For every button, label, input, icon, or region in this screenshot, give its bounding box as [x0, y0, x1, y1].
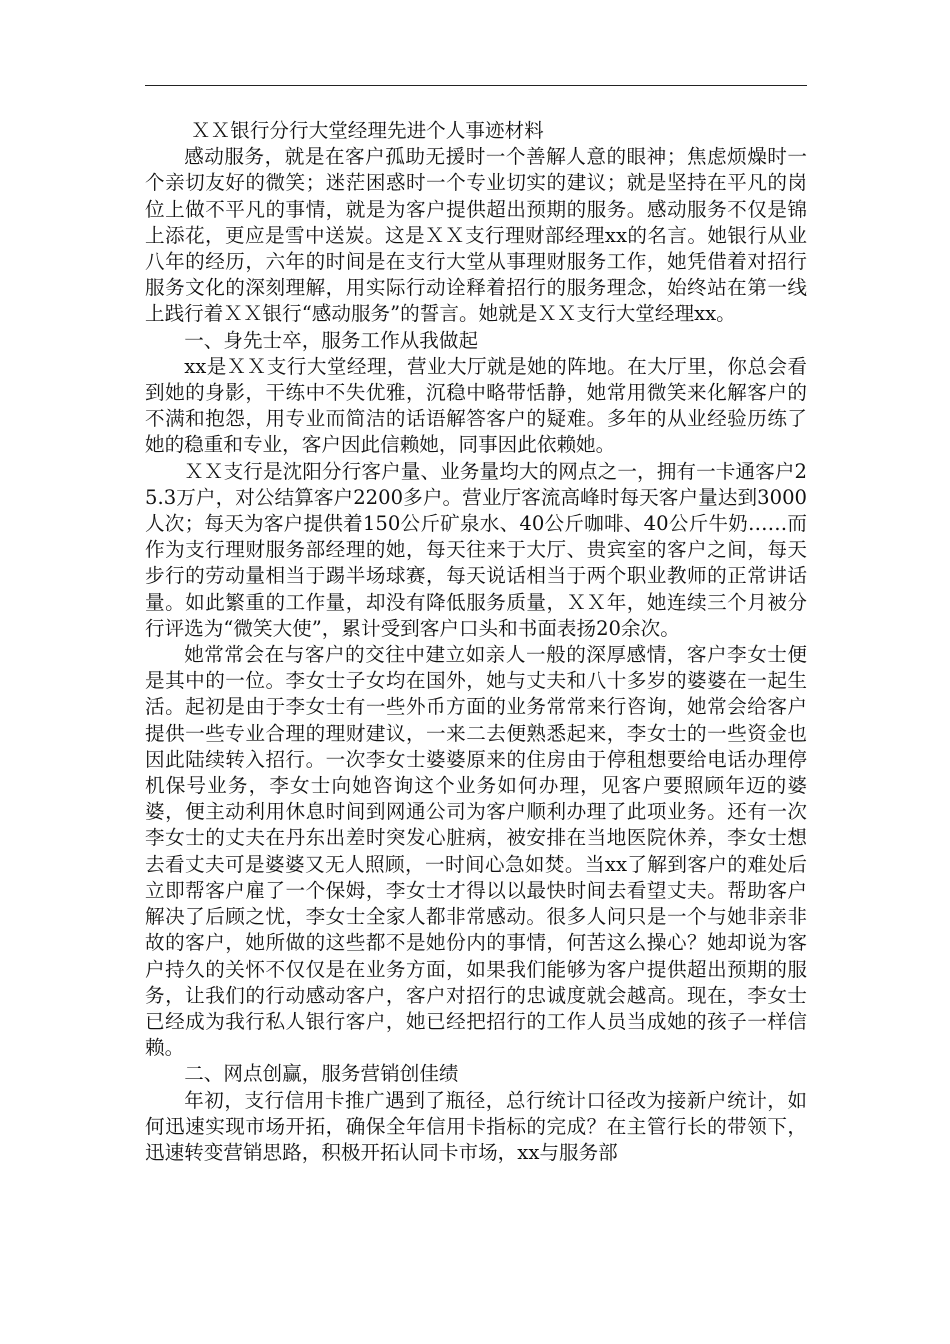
section1-paragraph-1: xx是ＸＸ支行大堂经理，营业大厅就是她的阵地。在大厅里，你总会看到她的身影，干练中不失优雅，沉稳中略带恬静，她常用微笑来化解客户的不满和抱怨，用专业而简洁的话语解答客户的疑难。多年的从业经验历练了她的稳重和专业，客户因此信赖她，同事因此依赖她。 — [145, 354, 807, 457]
section-heading-1: 一、身先士卒，服务工作从我做起 — [184, 328, 479, 352]
intro-paragraph: 感动服务，就是在客户孤助无援时一个善解人意的眼神；焦虑烦燥时一个亲切友好的微笑；迷茫困惑时一个专业切实的建议；就是坚持在平凡的岗位上做不平凡的事情，就是为客户提供超出预期的服务。感动服务不仅是锦上添花，更应是雪中送炭。这是ＸＸ支行理财部经理xx的名言。她银行从业八年的经历，六年的时间是在支行大堂从事理财服务工作，她凭借着对招行服务文化的深刻理解，用实际行动诠释着招行的服务理念，始终站在第一线上践行着ＸＸ银行“感动服务”的誓言。她就是ＸＸ支行大堂经理xx。 — [145, 145, 807, 326]
header-rule — [145, 85, 807, 86]
document-body — [145, 118, 807, 1166]
section1-paragraph-2: ＸＸ支行是沈阳分行客户量、业务量均大的网点之一，拥有一卡通客户25.3万户，对公结算客户2200多户。营业厅客流高峰时每天客户量达到3000人次；每天为客户提供着150公斤矿泉水、40公斤咖啡、40公斤牛奶……而作为支行理财服务部经理的她，每天往来于大厅、贵宾室的客户之间，每天步行的劳动量相当于踢半场球赛，每天说话相当于两个职业教师的正常讲话量。如此繁重的工作量，却没有降低服务质量，ＸＸ年，她连续三个月被分行评选为“微笑大使”，累计受到客户口头和书面表扬20余次。 — [145, 459, 807, 640]
section2-paragraph-1: 年初，支行信用卡推广遇到了瓶径，总行统计口径改为接新户统计，如何迅速实现市场开拓，确保全年信用卡指标的完成？在主管行长的带领下，迅速转变营销思路，积极开拓认同卡市场，xx与服务部 — [145, 1088, 807, 1164]
section-heading-2: 二、网点创赢，服务营销创佳绩 — [184, 1062, 459, 1086]
document-title: ＸＸ银行分行大堂经理先进个人事迹材料 — [191, 119, 544, 142]
section1-paragraph-3: 她常常会在与客户的交往中建立如亲人一般的深厚感情，客户李女士便是其中的一位。李女士子女均在国外，她与丈夫和八十多岁的婆婆在一起生活。起初是由于李女士有一些外币方面的业务常常来行咨询，她常会给客户提供一些专业合理的理财建议，一来二去便熟悉起来，李女士的一些资金也因此陆续转入招行。一次李女士婆婆原来的住房由于停租想要给电话办理停机保号业务，李女士向她咨询这个业务如何办理，见客户要照顾年迈的婆婆，便主动利用休息时间到网通公司为客户顺利办理了此项业务。还有一次李女士的丈夫在丹东出差时突发心脏病，被安排在当地医院休养，李女士想去看丈夫可是婆婆又无人照顾，一时间心急如焚。当xx了解到客户的难处后立即帮客户雇了一个保姆，李女士才得以以最快时间去看望丈夫。帮助客户解决了后顾之忧，李女士全家人都非常感动。很多人问只是一个与她非亲非故的客户，她所做的这些都不是她份内的事情，何苦这么操心？她却说为客户持久的关怀不仅仅是在业务方面，如果我们能够为客户提供超出预期的服务，让我们的行动感动客户，客户对招行的忠诚度就会越高。现在，李女士已经成为我行私人银行客户，她已经把招行的工作人员当成她的孩子一样信赖。 — [145, 643, 807, 1060]
